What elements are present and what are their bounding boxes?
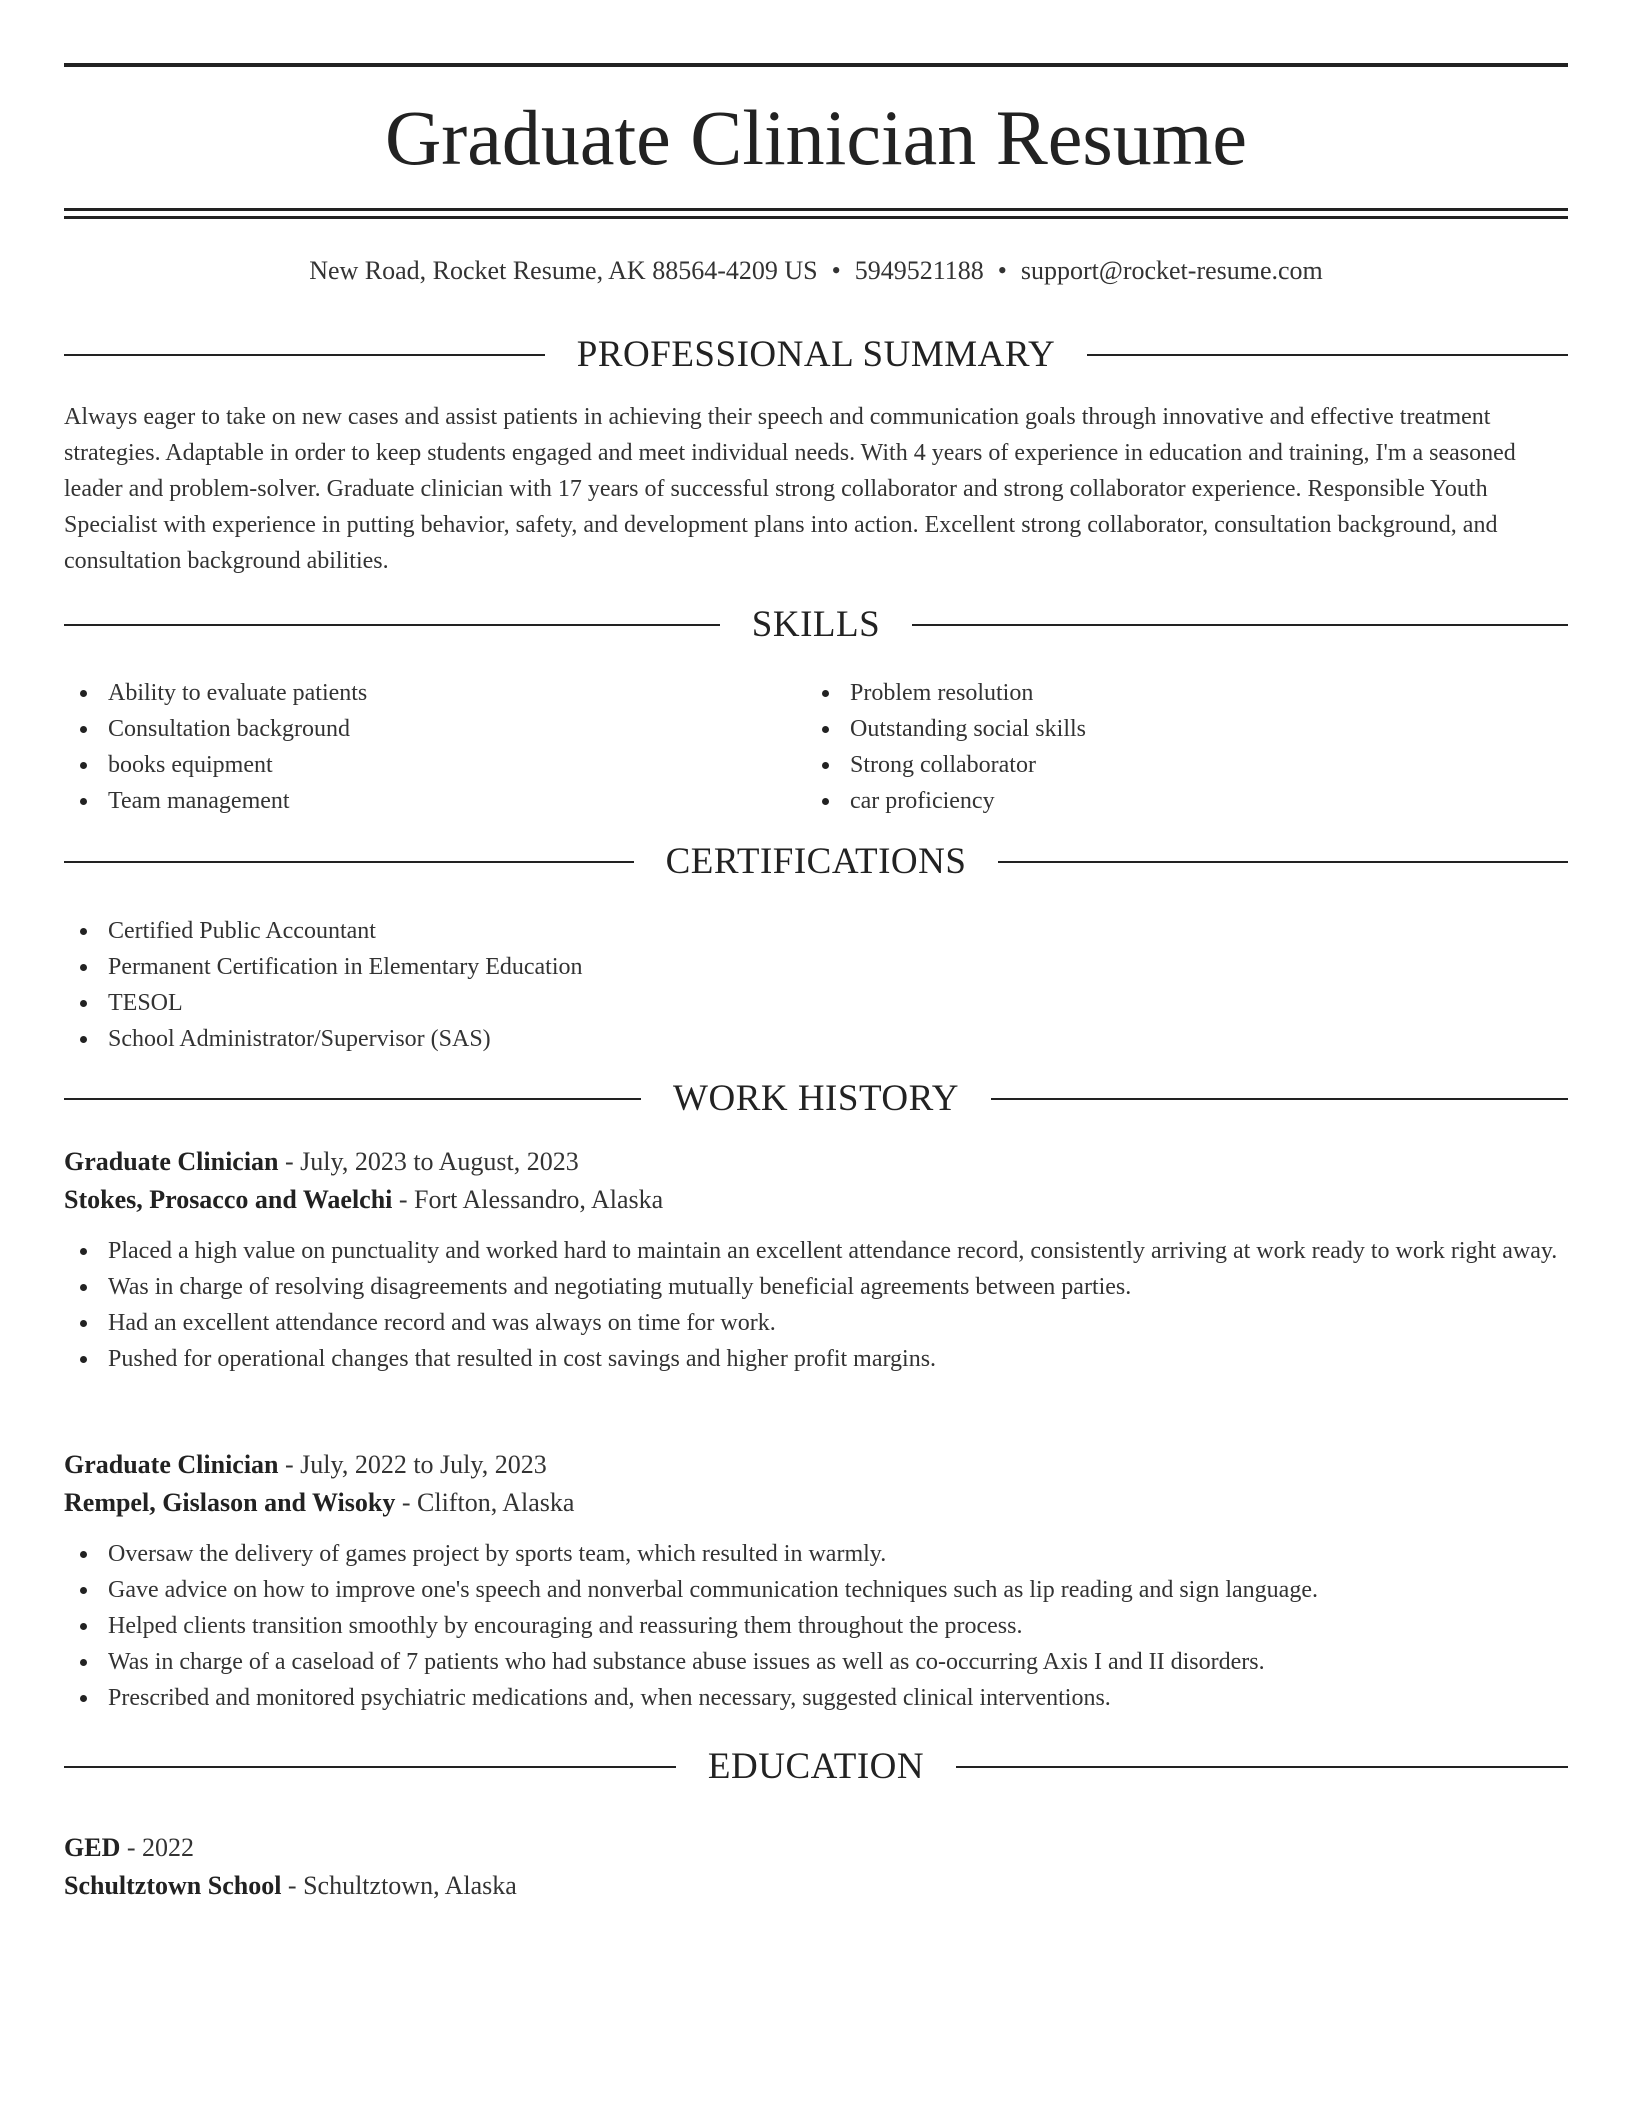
section-title: SKILLS bbox=[751, 604, 881, 645]
job-bullet: Oversaw the delivery of games project by sports team, which resulted in warmly. bbox=[64, 1536, 1568, 1572]
contact-separator: • bbox=[997, 256, 1007, 285]
heading-rule bbox=[64, 354, 545, 356]
job-entry bbox=[64, 1143, 1568, 1377]
job-bullets bbox=[64, 1233, 1568, 1377]
skill-item: car proficiency bbox=[806, 783, 1506, 819]
education-location: - Schultztown, Alaska bbox=[281, 1871, 517, 1900]
job-bullet: Prescribed and monitored psychiatric medications and, when necessary, suggested clinical interventions. bbox=[64, 1680, 1568, 1716]
skill-item: Consultation background bbox=[64, 711, 764, 747]
skill-item: Problem resolution bbox=[806, 675, 1506, 711]
skill-item: books equipment bbox=[64, 747, 764, 783]
job-dates: - July, 2022 to July, 2023 bbox=[278, 1450, 547, 1479]
skills-list-left bbox=[64, 675, 764, 819]
heading-rule bbox=[998, 861, 1568, 863]
education-degree-line bbox=[64, 1829, 1568, 1867]
education-school: Schultztown School bbox=[64, 1871, 282, 1900]
skills-list-right bbox=[806, 675, 1506, 819]
job-bullet: Gave advice on how to improve one's speech and nonverbal communication techniques such as lip reading and sign language. bbox=[64, 1572, 1568, 1608]
job-dates: - July, 2023 to August, 2023 bbox=[278, 1147, 579, 1176]
skill-item: Outstanding social skills bbox=[806, 711, 1506, 747]
heading-rule bbox=[64, 624, 720, 626]
job-employer-line bbox=[64, 1484, 1568, 1522]
job-employer: Rempel, Gislason and Wisoky bbox=[64, 1488, 396, 1517]
section-heading-summary bbox=[64, 333, 1568, 377]
skill-item: Ability to evaluate patients bbox=[64, 675, 764, 711]
heading-rule bbox=[64, 1766, 676, 1768]
job-bullet: Helped clients transition smoothly by encouraging and reassuring them throughout the process. bbox=[64, 1608, 1568, 1644]
job-title-line bbox=[64, 1143, 1568, 1181]
certification-item: School Administrator/Supervisor (SAS) bbox=[64, 1021, 1464, 1057]
contact-address: New Road, Rocket Resume, AK 88564-4209 US bbox=[309, 256, 818, 285]
contact-separator: • bbox=[831, 256, 841, 285]
section-title: WORK HISTORY bbox=[673, 1078, 959, 1119]
job-bullet: Placed a high value on punctuality and worked hard to maintain an excellent attendance record, consistently arriving at work ready to work right away. bbox=[64, 1233, 1568, 1269]
heading-rule bbox=[991, 1098, 1568, 1100]
heading-rule bbox=[912, 624, 1568, 626]
top-rule bbox=[64, 63, 1568, 67]
education-school-line bbox=[64, 1867, 1568, 1905]
section-heading-certifications bbox=[64, 840, 1568, 884]
certification-item: TESOL bbox=[64, 985, 1464, 1021]
contact-line bbox=[64, 254, 1568, 288]
section-heading-skills bbox=[64, 603, 1568, 647]
job-bullet: Had an excellent attendance record and was always on time for work. bbox=[64, 1305, 1568, 1341]
job-bullets bbox=[64, 1536, 1568, 1716]
title-double-rule bbox=[64, 208, 1568, 219]
section-title: CERTIFICATIONS bbox=[665, 841, 967, 882]
certification-item: Permanent Certification in Elementary Education bbox=[64, 949, 1464, 985]
job-title: Graduate Clinician bbox=[64, 1450, 279, 1479]
certification-item: Certified Public Accountant bbox=[64, 913, 1464, 949]
section-heading-education bbox=[64, 1745, 1568, 1789]
heading-rule bbox=[956, 1766, 1568, 1768]
job-title: Graduate Clinician bbox=[64, 1147, 279, 1176]
job-entry bbox=[64, 1446, 1568, 1716]
job-bullet: Pushed for operational changes that resulted in cost savings and higher profit margins. bbox=[64, 1341, 1568, 1377]
section-title: PROFESSIONAL SUMMARY bbox=[576, 334, 1056, 375]
heading-rule bbox=[64, 861, 634, 863]
heading-rule bbox=[1087, 354, 1568, 356]
job-bullet: Was in charge of resolving disagreements and negotiating mutually beneficial agreements between parties. bbox=[64, 1269, 1568, 1305]
certifications-list bbox=[64, 913, 1464, 1057]
job-bullet: Was in charge of a caseload of 7 patients who had substance abuse issues as well as co-occurring Axis I and II disorders. bbox=[64, 1644, 1568, 1680]
job-employer-line bbox=[64, 1181, 1568, 1219]
section-heading-work-history bbox=[64, 1077, 1568, 1121]
education-year: - 2022 bbox=[120, 1833, 195, 1862]
job-location: - Clifton, Alaska bbox=[395, 1488, 575, 1517]
education-entry bbox=[64, 1829, 1568, 1905]
job-title-line bbox=[64, 1446, 1568, 1484]
section-title: EDUCATION bbox=[707, 1746, 925, 1787]
heading-rule bbox=[64, 1098, 641, 1100]
skill-item: Strong collaborator bbox=[806, 747, 1506, 783]
summary-text: Always eager to take on new cases and assist patients in achieving their speech and communication goals through innovative and effective treatment strategies. Adaptable in order to keep students engaged and meet individual needs. With 4 years of experience in education and training, I'm a seasoned leader and problem-solver. Graduate clinician with 17 years of successful strong collaborator and strong collaborator experience. Responsible Youth Specialist with experience in putting behavior, safety, and development plans into action. Excellent strong collaborator, consultation background, and consultation background abilities. bbox=[64, 404, 1516, 574]
job-employer: Stokes, Prosacco and Waelchi bbox=[64, 1185, 393, 1214]
contact-phone: 5949521188 bbox=[854, 256, 984, 285]
education-degree: GED bbox=[64, 1833, 121, 1862]
job-location: - Fort Alessandro, Alaska bbox=[392, 1185, 664, 1214]
skill-item: Team management bbox=[64, 783, 764, 819]
contact-email: support@rocket-resume.com bbox=[1020, 256, 1323, 285]
page-title: Graduate Clinician Resume bbox=[384, 94, 1248, 181]
